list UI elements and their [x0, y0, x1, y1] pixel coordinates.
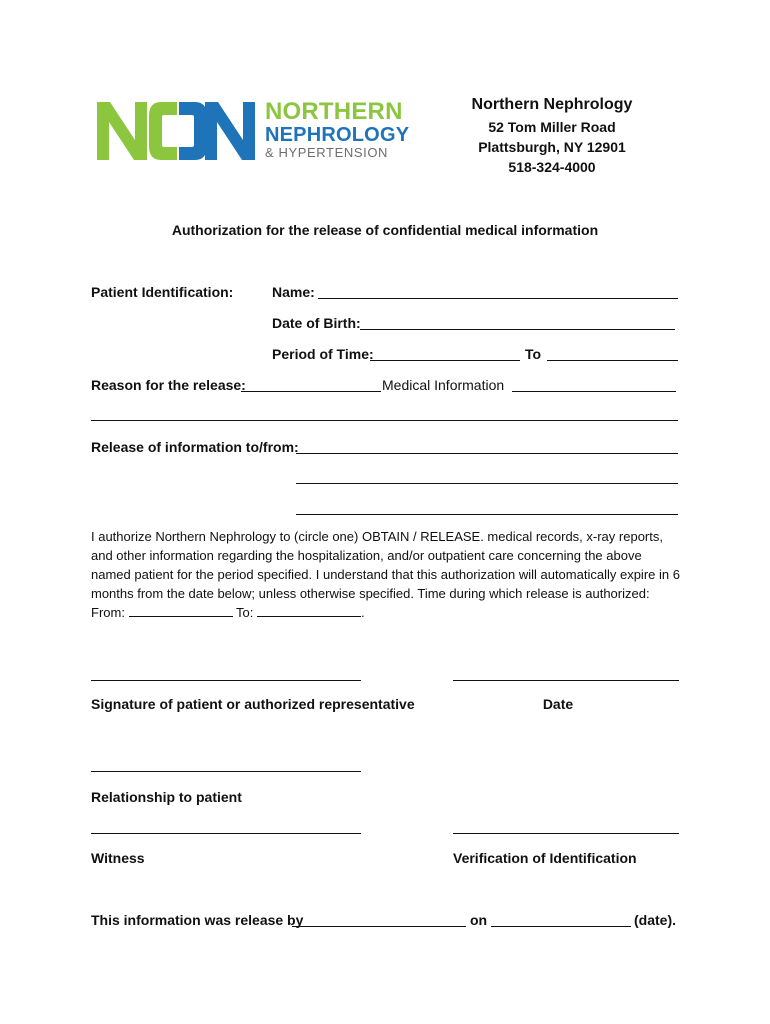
period-to-field[interactable] — [547, 360, 678, 361]
date-field[interactable] — [453, 680, 679, 681]
verification-field[interactable] — [453, 833, 679, 834]
logo-line-nephrology: NEPHROLOGY — [265, 124, 410, 146]
logo-mark-icon — [97, 100, 257, 162]
on-label: on — [470, 912, 488, 928]
release-to-from-label: Release of information to/from: — [91, 439, 299, 455]
org-name: Northern Nephrology — [471, 96, 633, 113]
relationship-label: Relationship to patient — [91, 789, 242, 805]
signature-field[interactable] — [91, 680, 361, 681]
from-date-field[interactable] — [129, 603, 233, 617]
witness-label: Witness — [91, 850, 145, 866]
signature-label: Signature of patient or authorized representative — [91, 696, 415, 712]
date-label: Date — [542, 696, 574, 712]
logo-line-northern: NORTHERN — [265, 98, 403, 125]
release-field-2[interactable] — [296, 483, 678, 484]
patient-identification-label: Patient Identification: — [91, 284, 234, 300]
reason-field[interactable] — [241, 391, 381, 392]
dob-field[interactable] — [360, 329, 675, 330]
name-field[interactable] — [318, 298, 678, 299]
to-date-field[interactable] — [257, 603, 361, 617]
release-field-1[interactable] — [296, 453, 678, 454]
authorization-paragraph: I authorize Northern Nephrology to (circle one) OBTAIN / RELEASE. medical records, x-ray reports, and other information regarding the hospitalization, and/or outpatient care concerning the above named patient for the period specified. I understand that this authorization will automatically expire in 6 months from the date below; unless otherwise specified. Time during which release is authorized: From: To: . — [91, 529, 680, 620]
released-on-date-field[interactable] — [491, 926, 631, 927]
address-line1: 52 Tom Miller Road — [488, 119, 616, 135]
authorization-text: I authorize Northern Nephrology to (circle one) OBTAIN / RELEASE. medical records, x-ray reports, and other information regarding the hospitalization, and/or outpatient care concerning the above named patient for the period specified. I understand that this authorization will automatically expire in 6 months from the date below; unless otherwise specified. Time during which release is authorized: — [91, 529, 680, 601]
phone-number: 518-324-4000 — [508, 159, 596, 175]
logo-line-hypertension: & HYPERTENSION — [265, 145, 389, 160]
company-logo — [97, 98, 410, 162]
medical-information-label: Medical Information — [382, 377, 505, 393]
from-label: From: — [91, 605, 125, 620]
period-label: Period of Time: — [272, 346, 374, 362]
release-field-3[interactable] — [296, 514, 678, 515]
dob-label: Date of Birth: — [272, 315, 361, 331]
reason-label: Reason for the release: — [91, 377, 246, 393]
period-from-field[interactable] — [370, 360, 520, 361]
name-label: Name: — [272, 284, 315, 300]
reason-continuation-field[interactable] — [91, 420, 678, 421]
verification-label: Verification of Identification — [453, 850, 637, 866]
address-line2: Plattsburgh, NY 12901 — [478, 139, 626, 155]
relationship-field[interactable] — [91, 771, 361, 772]
date-suffix-label: (date). — [634, 912, 676, 928]
period-to-label: To — [525, 346, 542, 362]
released-by-label: This information was release by — [91, 912, 304, 928]
medical-information-field[interactable] — [512, 391, 676, 392]
released-by-field[interactable] — [292, 926, 466, 927]
from-to-label: To: — [235, 605, 254, 620]
witness-field[interactable] — [91, 833, 361, 834]
form-title: Authorization for the release of confidential medical information — [171, 222, 599, 238]
